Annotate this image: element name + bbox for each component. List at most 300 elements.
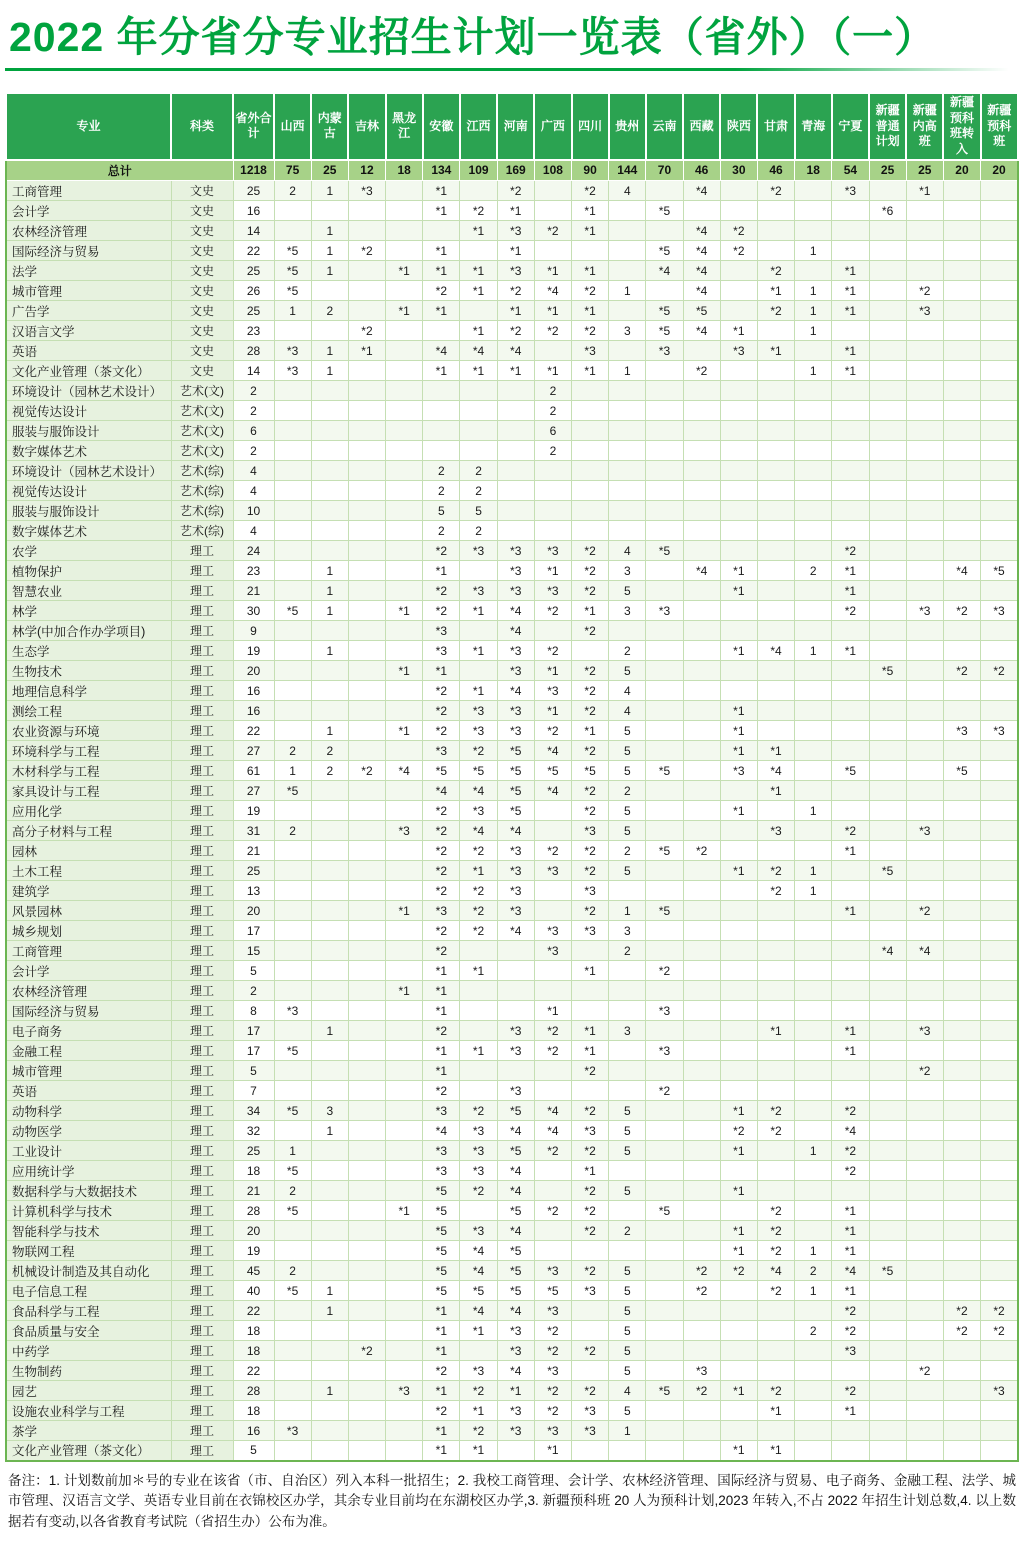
plan-value-cell: 8 — [233, 1001, 274, 1021]
plan-value-cell — [497, 1001, 534, 1021]
plan-value-cell — [386, 621, 423, 641]
plan-value-cell: 1 — [795, 1141, 832, 1161]
plan-value-cell: *1 — [720, 801, 757, 821]
plan-value-cell — [981, 201, 1018, 221]
plan-value-cell: *5 — [423, 1241, 460, 1261]
plan-value-cell — [609, 301, 646, 321]
plan-value-cell: *1 — [534, 261, 571, 281]
plan-value-cell: 5 — [609, 821, 646, 841]
plan-value-cell — [906, 641, 943, 661]
plan-value-cell: *1 — [572, 601, 609, 621]
total-value-cell: 134 — [423, 160, 460, 181]
plan-value-cell: 5 — [609, 1401, 646, 1421]
plan-value-cell — [683, 761, 720, 781]
plan-value-cell — [981, 1421, 1018, 1441]
plan-value-cell: *2 — [572, 1141, 609, 1161]
category-cell: 文史 — [171, 201, 233, 221]
plan-value-cell — [683, 681, 720, 701]
plan-value-cell — [348, 861, 385, 881]
plan-value-cell: *2 — [757, 301, 794, 321]
plan-value-cell — [683, 601, 720, 621]
plan-value-cell: *5 — [646, 1201, 683, 1221]
plan-value-cell — [981, 1041, 1018, 1061]
plan-value-cell — [981, 281, 1018, 301]
plan-value-cell — [348, 1361, 385, 1381]
category-cell: 文史 — [171, 261, 233, 281]
plan-value-cell: *2 — [683, 1261, 720, 1281]
plan-value-cell: *3 — [572, 881, 609, 901]
plan-value-cell: *1 — [720, 1181, 757, 1201]
plan-value-cell — [274, 421, 311, 441]
plan-value-cell: *1 — [423, 241, 460, 261]
plan-value-cell: *1 — [757, 1021, 794, 1041]
plan-value-cell — [720, 481, 757, 501]
plan-value-cell: *3 — [460, 541, 497, 561]
plan-value-cell — [386, 1261, 423, 1281]
plan-value-cell — [981, 261, 1018, 281]
plan-value-cell — [981, 1401, 1018, 1421]
plan-value-cell — [906, 1321, 943, 1341]
plan-value-cell: *2 — [832, 821, 869, 841]
plan-value-cell: *1 — [534, 361, 571, 381]
plan-value-cell: *4 — [832, 1261, 869, 1281]
plan-value-cell: 1 — [609, 1421, 646, 1441]
table-row — [6, 381, 1018, 401]
plan-value-cell — [757, 521, 794, 541]
plan-value-cell: *1 — [423, 1001, 460, 1021]
column-header: 专业 — [6, 93, 171, 159]
plan-value-cell: 16 — [233, 1421, 274, 1441]
plan-value-cell — [646, 521, 683, 541]
plan-value-cell — [981, 501, 1018, 521]
plan-value-cell — [869, 1201, 906, 1221]
plan-value-cell: *1 — [832, 1281, 869, 1301]
plan-value-cell — [795, 921, 832, 941]
column-header: 河南 — [497, 93, 534, 159]
plan-value-cell — [869, 781, 906, 801]
plan-value-cell — [795, 1361, 832, 1381]
plan-value-cell — [943, 1121, 980, 1141]
plan-value-cell: *4 — [683, 321, 720, 341]
major-name-cell: 广告学 — [6, 301, 171, 321]
plan-value-cell: *2 — [572, 1221, 609, 1241]
plan-value-cell: *2 — [683, 841, 720, 861]
plan-value-cell — [943, 581, 980, 601]
plan-value-cell — [720, 281, 757, 301]
plan-value-cell: *1 — [423, 181, 460, 201]
table-row — [6, 601, 1018, 621]
category-cell: 理工 — [171, 1261, 233, 1281]
plan-value-cell: *1 — [460, 261, 497, 281]
plan-value-cell — [943, 521, 980, 541]
plan-value-cell — [386, 1361, 423, 1381]
plan-value-cell — [348, 1221, 385, 1241]
plan-value-cell — [869, 921, 906, 941]
plan-value-cell — [683, 661, 720, 681]
plan-value-cell: *1 — [720, 1101, 757, 1121]
plan-value-cell — [832, 401, 869, 421]
plan-value-cell — [943, 461, 980, 481]
plan-value-cell — [683, 1061, 720, 1081]
plan-value-cell: 4 — [233, 461, 274, 481]
plan-value-cell — [534, 201, 571, 221]
plan-value-cell: 2 — [233, 441, 274, 461]
plan-value-cell: 5 — [609, 761, 646, 781]
plan-value-cell: *2 — [572, 181, 609, 201]
plan-value-cell: *4 — [497, 621, 534, 641]
plan-value-cell — [943, 481, 980, 501]
plan-value-cell — [348, 1101, 385, 1121]
plan-value-cell: *3 — [534, 581, 571, 601]
plan-value-cell — [646, 741, 683, 761]
plan-value-cell — [943, 301, 980, 321]
plan-value-cell: *4 — [497, 601, 534, 621]
plan-value-cell — [720, 1321, 757, 1341]
plan-value-cell — [943, 1101, 980, 1121]
plan-value-cell — [460, 401, 497, 421]
plan-value-cell — [795, 1201, 832, 1221]
plan-value-cell: *1 — [423, 1441, 460, 1461]
plan-value-cell: *3 — [497, 561, 534, 581]
plan-value-cell: *5 — [683, 301, 720, 321]
plan-value-cell — [386, 541, 423, 561]
footnote: 备注：1. 计划数前加＊号的专业在该省（市、自治区）列入本科一批招生；2. 我校工商管理、会计学、农林经济管理、国际经济与贸易、电子商务、金融工程、法学、城市管理、汉语言文学、英语专业目前在衣锦校区办学，其余专业目前均在东湖校区办学,3. 新疆预科班 20 人为预科计划,2023 年转入,不占 2022 年招生计划总数,4. 以上数据若有变动,以各省教育考试院（省招生办）公布为准。 — [8, 1472, 1016, 1530]
table-row — [6, 901, 1018, 921]
plan-value-cell: *2 — [720, 221, 757, 241]
plan-value-cell — [906, 621, 943, 641]
plan-value-cell — [981, 381, 1018, 401]
major-name-cell: 应用统计学 — [6, 1161, 171, 1181]
category-cell: 文史 — [171, 341, 233, 361]
plan-value-cell — [348, 621, 385, 641]
category-cell: 文史 — [171, 181, 233, 201]
plan-value-cell — [757, 1341, 794, 1361]
plan-value-cell — [943, 1061, 980, 1081]
plan-value-cell: 10 — [233, 501, 274, 521]
plan-value-cell: *1 — [720, 1141, 757, 1161]
category-cell: 理工 — [171, 981, 233, 1001]
plan-value-cell — [981, 541, 1018, 561]
plan-value-cell: *1 — [534, 1001, 571, 1021]
plan-value-cell — [757, 481, 794, 501]
plan-value-cell — [943, 741, 980, 761]
plan-value-cell — [348, 1421, 385, 1441]
plan-value-cell — [646, 1341, 683, 1361]
plan-value-cell — [869, 421, 906, 441]
plan-value-cell — [646, 661, 683, 681]
plan-value-cell: 1 — [795, 361, 832, 381]
plan-value-cell — [757, 441, 794, 461]
plan-value-cell — [943, 621, 980, 641]
plan-value-cell — [386, 221, 423, 241]
total-value-cell: 46 — [757, 160, 794, 181]
plan-value-cell: *3 — [534, 1301, 571, 1321]
plan-value-cell — [386, 1161, 423, 1181]
plan-value-cell — [423, 381, 460, 401]
plan-value-cell — [757, 1301, 794, 1321]
plan-value-cell — [757, 621, 794, 641]
plan-value-cell: *3 — [572, 1281, 609, 1301]
plan-value-cell — [348, 261, 385, 281]
plan-value-cell: *5 — [646, 901, 683, 921]
plan-value-cell — [311, 881, 348, 901]
plan-value-cell — [906, 701, 943, 721]
plan-value-cell — [720, 941, 757, 961]
plan-value-cell — [869, 1341, 906, 1361]
plan-value-cell: *3 — [497, 541, 534, 561]
plan-value-cell: *2 — [981, 661, 1018, 681]
plan-value-cell: *4 — [460, 781, 497, 801]
plan-value-cell: *2 — [757, 1241, 794, 1261]
plan-value-cell — [795, 1421, 832, 1441]
plan-value-cell: *3 — [906, 301, 943, 321]
plan-value-cell — [534, 1241, 571, 1261]
plan-value-cell — [720, 1081, 757, 1101]
plan-value-cell: 25 — [233, 181, 274, 201]
plan-value-cell — [683, 641, 720, 661]
plan-value-cell — [311, 1161, 348, 1181]
plan-value-cell: 19 — [233, 641, 274, 661]
plan-value-cell — [795, 601, 832, 621]
plan-value-cell — [906, 741, 943, 761]
total-value-cell: 20 — [943, 160, 980, 181]
plan-value-cell: *1 — [460, 861, 497, 881]
plan-value-cell — [386, 1021, 423, 1041]
plan-value-cell: *3 — [460, 1141, 497, 1161]
category-cell: 理工 — [171, 1221, 233, 1241]
plan-value-cell: 18 — [233, 1161, 274, 1181]
plan-value-cell — [348, 1441, 385, 1461]
category-cell: 理工 — [171, 961, 233, 981]
plan-value-cell: *1 — [572, 361, 609, 381]
category-cell: 理工 — [171, 1341, 233, 1361]
category-cell: 理工 — [171, 1361, 233, 1381]
plan-value-cell: *2 — [832, 541, 869, 561]
plan-value-cell: *3 — [906, 821, 943, 841]
table-row — [6, 1281, 1018, 1301]
plan-value-cell — [274, 581, 311, 601]
plan-value-cell — [572, 501, 609, 521]
plan-value-cell: 1 — [311, 241, 348, 261]
plan-value-cell: *5 — [497, 1261, 534, 1281]
plan-value-cell — [943, 501, 980, 521]
plan-value-cell — [609, 1161, 646, 1181]
plan-value-cell — [646, 1141, 683, 1161]
plan-value-cell: 2 — [274, 1261, 311, 1281]
column-header: 云南 — [646, 93, 683, 159]
category-cell: 理工 — [171, 1321, 233, 1341]
plan-value-cell: *2 — [572, 801, 609, 821]
plan-value-cell — [906, 261, 943, 281]
plan-value-cell — [311, 1361, 348, 1381]
plan-value-cell — [274, 1301, 311, 1321]
plan-value-cell — [646, 461, 683, 481]
plan-value-cell: *1 — [386, 601, 423, 621]
plan-value-cell: 2 — [460, 461, 497, 481]
plan-value-cell: 1 — [311, 341, 348, 361]
table-header — [6, 93, 1018, 159]
plan-value-cell — [609, 1441, 646, 1461]
plan-value-cell: *2 — [423, 941, 460, 961]
plan-value-cell — [534, 821, 571, 841]
plan-value-cell: *4 — [757, 1261, 794, 1281]
plan-value-cell — [311, 901, 348, 921]
plan-value-cell — [943, 1361, 980, 1381]
column-header: 新疆预科班转入 — [943, 93, 980, 159]
plan-value-cell — [572, 521, 609, 541]
plan-value-cell — [646, 1261, 683, 1281]
table-row — [6, 961, 1018, 981]
table-row — [6, 721, 1018, 741]
plan-value-cell — [646, 1281, 683, 1301]
plan-value-cell — [423, 401, 460, 421]
plan-value-cell: *4 — [534, 281, 571, 301]
plan-value-cell — [274, 981, 311, 1001]
plan-value-cell: *4 — [460, 821, 497, 841]
plan-value-cell: 5 — [609, 1121, 646, 1141]
plan-value-cell — [386, 741, 423, 761]
plan-value-cell — [943, 1001, 980, 1021]
major-name-cell: 设施农业科学与工程 — [6, 1401, 171, 1421]
plan-value-cell: *5 — [646, 541, 683, 561]
total-value-cell: 18 — [386, 160, 423, 181]
plan-value-cell — [274, 841, 311, 861]
plan-value-cell — [534, 881, 571, 901]
plan-value-cell: *2 — [572, 1341, 609, 1361]
plan-value-cell — [646, 701, 683, 721]
plan-value-cell: *2 — [757, 881, 794, 901]
plan-value-cell — [646, 721, 683, 741]
plan-value-cell: 30 — [233, 601, 274, 621]
total-value-cell: 90 — [572, 160, 609, 181]
plan-value-cell: *4 — [497, 1181, 534, 1201]
plan-value-cell — [720, 601, 757, 621]
major-name-cell: 智能科学与技术 — [6, 1221, 171, 1241]
plan-value-cell — [757, 221, 794, 241]
plan-value-cell — [572, 401, 609, 421]
plan-value-cell — [869, 301, 906, 321]
plan-value-cell — [460, 981, 497, 1001]
plan-value-cell — [460, 301, 497, 321]
column-header: 新疆内高班 — [906, 93, 943, 159]
column-header: 宁夏 — [832, 93, 869, 159]
table-row — [6, 1261, 1018, 1281]
plan-value-cell — [981, 1021, 1018, 1041]
table-row — [6, 781, 1018, 801]
plan-value-cell: *2 — [757, 861, 794, 881]
plan-value-cell — [386, 961, 423, 981]
plan-value-cell — [981, 421, 1018, 441]
plan-value-cell: *4 — [534, 1121, 571, 1141]
plan-value-cell — [757, 381, 794, 401]
major-name-cell: 金融工程 — [6, 1041, 171, 1061]
plan-value-cell — [757, 241, 794, 261]
plan-value-cell: *1 — [572, 1041, 609, 1061]
plan-value-cell — [795, 1441, 832, 1461]
plan-value-cell: *3 — [497, 881, 534, 901]
major-name-cell: 电子商务 — [6, 1021, 171, 1041]
plan-value-cell — [943, 1381, 980, 1401]
plan-value-cell — [386, 1081, 423, 1101]
plan-value-cell: 5 — [233, 1061, 274, 1081]
total-value-cell: 108 — [534, 160, 571, 181]
plan-value-cell — [386, 701, 423, 721]
plan-value-cell — [757, 601, 794, 621]
plan-value-cell: *1 — [832, 301, 869, 321]
plan-value-cell: *3 — [274, 1421, 311, 1441]
plan-value-cell — [943, 1041, 980, 1061]
plan-value-cell — [981, 1221, 1018, 1241]
plan-value-cell: *5 — [646, 201, 683, 221]
plan-value-cell — [757, 681, 794, 701]
plan-value-cell — [386, 1281, 423, 1301]
major-name-cell: 农学 — [6, 541, 171, 561]
plan-value-cell — [609, 1061, 646, 1081]
plan-value-cell: *2 — [757, 181, 794, 201]
plan-value-cell — [348, 1061, 385, 1081]
table-row — [6, 301, 1018, 321]
total-value-cell: 169 — [497, 160, 534, 181]
plan-value-cell: *1 — [460, 321, 497, 341]
plan-value-cell — [497, 421, 534, 441]
plan-value-cell — [906, 221, 943, 241]
plan-value-cell — [795, 621, 832, 641]
plan-value-cell: *5 — [274, 281, 311, 301]
plan-value-cell — [683, 621, 720, 641]
plan-value-cell — [572, 1441, 609, 1461]
table-row — [6, 461, 1018, 481]
plan-value-cell — [386, 521, 423, 541]
plan-value-cell — [683, 1021, 720, 1041]
plan-value-cell — [311, 1041, 348, 1061]
plan-value-cell — [274, 1221, 311, 1241]
plan-value-cell — [832, 701, 869, 721]
plan-value-cell — [981, 621, 1018, 641]
plan-value-cell: 6 — [233, 421, 274, 441]
plan-value-cell — [646, 1021, 683, 1041]
plan-value-cell: *3 — [274, 361, 311, 381]
plan-value-cell: *1 — [832, 581, 869, 601]
major-name-cell: 环境设计（园林艺术设计） — [6, 381, 171, 401]
plan-value-cell — [386, 1441, 423, 1461]
plan-value-cell — [757, 1141, 794, 1161]
plan-value-cell — [981, 901, 1018, 921]
plan-value-cell — [386, 781, 423, 801]
plan-value-cell: *2 — [423, 701, 460, 721]
plan-value-cell — [832, 461, 869, 481]
table-row — [6, 261, 1018, 281]
plan-value-cell: *5 — [497, 1281, 534, 1301]
plan-value-cell: *1 — [832, 361, 869, 381]
plan-value-cell: *2 — [348, 241, 385, 261]
plan-value-cell — [609, 621, 646, 641]
plan-value-cell — [386, 481, 423, 501]
plan-value-cell: *3 — [757, 821, 794, 841]
table-row — [6, 421, 1018, 441]
plan-value-cell: 1 — [311, 1281, 348, 1301]
plan-value-cell — [646, 581, 683, 601]
plan-value-cell — [943, 1201, 980, 1221]
plan-value-cell — [795, 1021, 832, 1041]
plan-value-cell: *1 — [757, 281, 794, 301]
plan-value-cell: 4 — [609, 681, 646, 701]
plan-value-cell: *1 — [572, 1161, 609, 1181]
plan-value-cell — [683, 861, 720, 881]
plan-value-cell — [869, 1301, 906, 1321]
plan-value-cell: *3 — [423, 901, 460, 921]
plan-value-cell — [646, 881, 683, 901]
plan-value-cell — [869, 761, 906, 781]
